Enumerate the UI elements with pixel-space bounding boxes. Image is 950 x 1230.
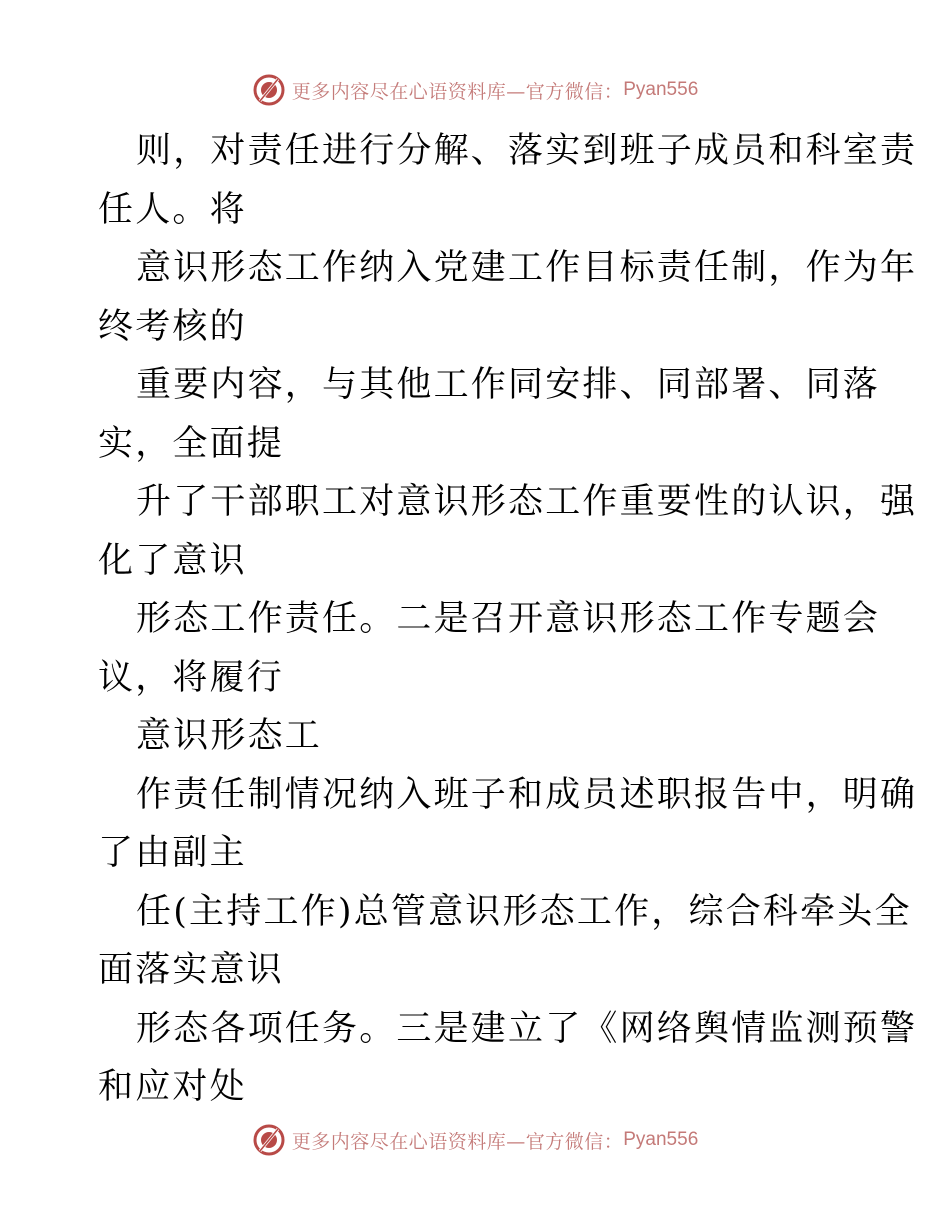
text-line: 任人。将 bbox=[98, 189, 247, 230]
text-line: 议，将履行 bbox=[98, 657, 285, 698]
text-line: 任(主持工作)总管意识形态工作，综合科牵头全 bbox=[136, 891, 912, 932]
text-line: 升了干部职工对意识形态工作重要性的认识，强 bbox=[136, 482, 918, 522]
text-line: 则，对责任进行分解、落实到班子成员和科室责 bbox=[136, 131, 918, 171]
banner-account: Pyan556 bbox=[623, 1129, 699, 1150]
text-line: 和应对处 bbox=[98, 1067, 247, 1107]
footer-banner bbox=[0, 1120, 950, 1160]
text-line: 终考核的 bbox=[98, 306, 247, 347]
text-line: 作责任制情况纳入班子和成员述职报告中，明确 bbox=[136, 774, 918, 815]
text-line: 重要内容，与其他工作同安排、同部署、同落 bbox=[136, 365, 881, 405]
text-line: 了由副主 bbox=[98, 833, 247, 873]
text-line: 面落实意识 bbox=[98, 950, 285, 990]
text-line: 形态工作责任。二是召开意识形态工作专题会 bbox=[136, 599, 881, 639]
text-line: 意识形态工作纳入党建工作目标责任制，作为年 bbox=[136, 248, 918, 288]
text-line: 形态各项任务。三是建立了《网络舆情监测预警 bbox=[136, 1008, 918, 1049]
banner-account: Pyan556 bbox=[623, 79, 699, 100]
header-banner bbox=[0, 70, 950, 110]
text-line: 实，全面提 bbox=[98, 423, 285, 464]
text-line: 意识形态工 bbox=[136, 716, 323, 756]
banner-text: 更多内容尽在心语资料库—官方微信： bbox=[291, 1130, 624, 1153]
document-body bbox=[98, 122, 918, 1117]
text-line: 化了意识 bbox=[98, 540, 247, 581]
pen-logo-icon bbox=[252, 1123, 286, 1157]
pen-logo-icon bbox=[252, 73, 286, 107]
banner-text: 更多内容尽在心语资料库—官方微信： bbox=[291, 80, 624, 103]
